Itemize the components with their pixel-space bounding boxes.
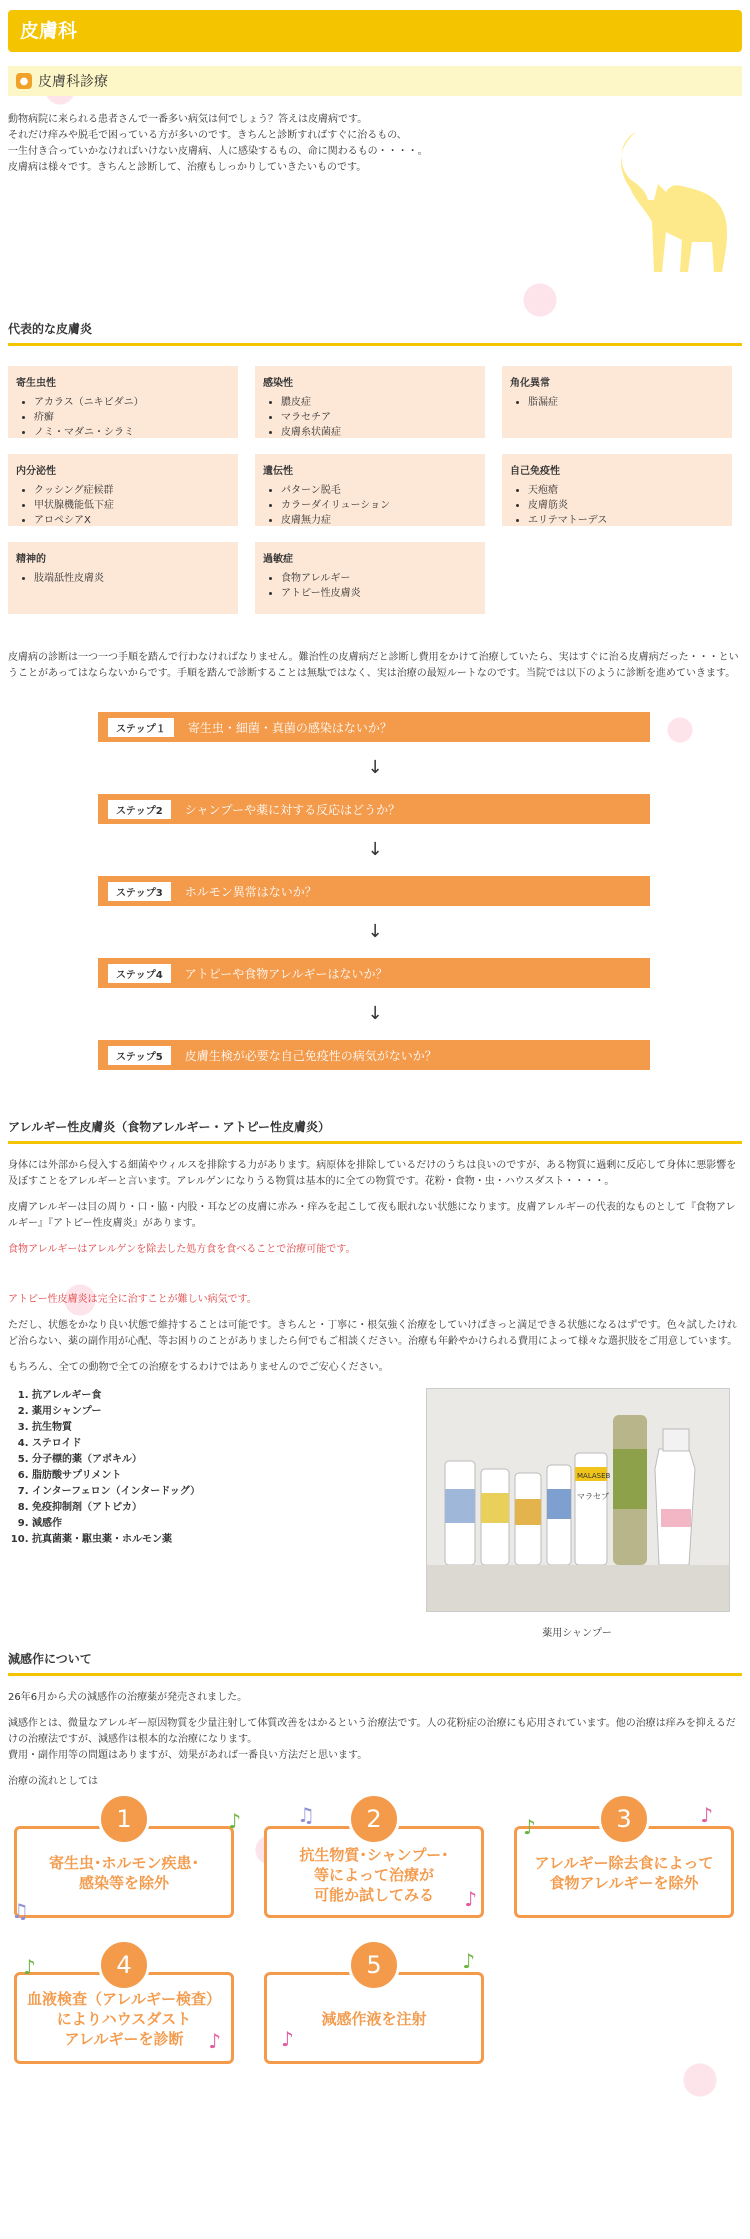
list-item: • パターン脱毛 — [281, 483, 477, 498]
category-box — [8, 542, 238, 614]
category-box — [8, 366, 238, 438]
music-note-icon: ♪ — [462, 1949, 475, 1973]
list-item: • マラセチア — [281, 410, 477, 425]
flow-card — [14, 1951, 234, 2064]
allergy-highlight: 食物アレルギーはアレルゲンを除去した処方食を食べることで治療可能です。 — [8, 1244, 356, 1255]
intro-line: それだけ痒みや脱毛で困っている方が多いのです。きちんと診断すればすぐに治るもの、 — [8, 130, 407, 141]
list-item: • 食物アレルギー — [281, 571, 477, 586]
allergy-paragraph: ただし、状態をかなり良い状態で維持することは可能です。きちんと・丁寧に・根気強く治療をしていけばきっと満足できる状態になるはずです。色々試したけれど治らない、薬の副作用が心配、等お困りのことがありましたら何でもご相談ください。治療も年齢やかけられる費用によって様々な選択肢をご用意しています。 — [8, 1320, 738, 1347]
step-question: 寄生虫・細菌・真菌の感染はないか？ — [187, 720, 392, 735]
page-title: 皮膚科 — [20, 20, 78, 42]
cat-silhouette-icon — [596, 122, 736, 282]
flow-text: によりハウスダスト — [56, 2010, 192, 2028]
desens-paragraph: 26年6月から犬の減感作の治療薬が発売されました。 — [8, 1692, 248, 1703]
list-item: 8. 免疫抑制剤（アトピカ） — [32, 1500, 742, 1516]
music-note-icon: ♪ — [700, 1803, 713, 1827]
paw-icon: ● — [16, 73, 32, 89]
category-title: 寄生虫性 — [16, 378, 56, 389]
flow-text: 寄生虫･ホルモン疾患･ — [48, 1854, 199, 1872]
shampoo-photo — [426, 1388, 730, 1612]
list-item: 5. 分子標的薬（アポキル） — [32, 1452, 742, 1468]
list-item: • 甲状腺機能低下症 — [34, 498, 230, 513]
list-item: • 疥癬 — [34, 410, 230, 425]
list-item: 4. ステロイド — [32, 1436, 742, 1452]
list-item: • クッシング症候群 — [34, 483, 230, 498]
step-bar — [98, 1040, 650, 1070]
music-note-icon: ♪ — [208, 2029, 221, 2053]
list-item: • 皮膚糸状菌症 — [281, 425, 477, 440]
category-box — [502, 454, 732, 526]
allergy-paragraph: 皮膚アレルギーは目の周り・口・脇・内股・耳などの皮膚に赤み・痒みを起こして夜も眠れない状態になります。皮膚アレルギーの代表的なものとして『食物アレルギー』『アトピー性皮膚炎』があります。 — [8, 1202, 736, 1229]
flow-text: アレルギー除去食によって — [534, 1854, 714, 1872]
list-item: • カラーダイリューション — [281, 498, 477, 513]
flow-card — [264, 1949, 484, 2064]
category-grid — [8, 366, 742, 614]
step-label: ステップ１ — [108, 718, 174, 737]
photo-caption: 薬用シャンプー — [542, 1628, 612, 1639]
desens-heading: 減感作について — [8, 1650, 742, 1676]
category-box — [255, 366, 485, 438]
category-box — [255, 454, 485, 526]
music-note-icon: ♫ — [297, 1803, 315, 1827]
music-note-icon: ♪ — [228, 1809, 241, 1833]
bottle-label: マラセブ — [577, 1492, 609, 1501]
flow-text: アレルギーを診断 — [64, 2030, 184, 2048]
list-item: • アカラス（ニキビダニ） — [34, 395, 230, 410]
list-item: • 肢端舐性皮膚炎 — [34, 571, 230, 586]
list-item: • 皮膚無力症 — [281, 513, 477, 528]
types-heading: 代表的な皮膚炎 — [8, 320, 742, 346]
flow-number: 2 — [348, 1793, 400, 1845]
flow-number: 1 — [98, 1793, 150, 1845]
flow-text: 食物アレルギーを除外 — [549, 1874, 699, 1892]
allergy-paragraph: 身体には外部から侵入する細菌やウィルスを排除する力があります。病原体を排除しているだけのうちは良いのですが、ある物質に過剰に反応して身体に悪影響を及ぼすことをアレルギーと言います。アレルゲンになりうる物質は基本的に全ての物質です。花粉・食物・虫・ハウスダスト・・・・。 — [8, 1160, 737, 1187]
desens-paragraph: 減感作とは、微量なアレルギー原因物質を少量注射して体質改善をはかるという治療法です。人の花粉症の治療にも応用されています。他の治療は痒みを抑えるだけの治療法ですが、減感作は根本的な治療になります。 — [8, 1718, 736, 1745]
category-box — [255, 542, 485, 614]
flow-card — [11, 1805, 241, 1923]
flow-number: 5 — [348, 1939, 400, 1991]
flow-text: 減感作液を注射 — [321, 2010, 427, 2028]
intro-text — [8, 112, 568, 176]
section-title: 皮膚科診療 — [38, 74, 108, 90]
list-item: • エリテマトーデス — [528, 513, 724, 528]
list-item: 7. インターフェロン（インタードッグ） — [32, 1484, 742, 1500]
flow-number: 3 — [598, 1793, 650, 1845]
desens-paragraph: 治療の流れとしては — [8, 1776, 98, 1787]
category-box — [8, 454, 238, 526]
page — [8, 10, 742, 2076]
list-item: • 皮膚筋炎 — [528, 498, 724, 513]
step-question: ホルモン異常はないか？ — [184, 884, 317, 899]
list-item: 9. 減感作 — [32, 1516, 742, 1532]
desens-paragraph: 費用・副作用等の問題はありますが、効果があれば一番良い方法だと思います。 — [8, 1750, 368, 1761]
step-bar — [98, 958, 650, 988]
list-item: 1. 抗アレルギー食 — [32, 1388, 742, 1404]
flow-text: 抗生物質･シャンプー･ — [299, 1846, 449, 1864]
step-bar — [98, 712, 650, 742]
music-note-icon: ♪ — [281, 2027, 294, 2051]
step-label: ステップ2 — [108, 800, 171, 819]
down-arrow-icon: ↓ — [367, 921, 383, 942]
bottle-label: MALASEB — [577, 1472, 611, 1480]
down-arrow-icon: ↓ — [367, 1003, 383, 1024]
step-bar — [98, 876, 650, 906]
music-note-icon: ♪ — [523, 1815, 536, 1839]
flow-card — [264, 1803, 484, 1918]
step-label: ステップ3 — [108, 882, 171, 901]
list-item: • 天疱瘡 — [528, 483, 724, 498]
category-title: 感染性 — [263, 378, 293, 389]
list-item: • 脂漏症 — [528, 395, 724, 410]
step-label: ステップ4 — [108, 964, 171, 983]
intro-line: 一生付き合っていかなければいけない皮膚病、人に感染するもの、命に関わるもの・・・・。 — [8, 146, 428, 157]
allergy-heading: アレルギー性皮膚炎（食物アレルギー・アトピー性皮膚炎） — [8, 1118, 742, 1144]
step-question: アトピーや食物アレルギーはないか？ — [184, 966, 388, 981]
allergy-highlight: アトピー性皮膚炎は完全に治すことが難しい病気です。 — [8, 1294, 257, 1305]
down-arrow-icon: ↓ — [367, 839, 383, 860]
intro-line: 動物病院に来られる患者さんで一番多い病気は何でしょう？答えは皮膚病です。 — [8, 114, 368, 125]
flow-text: 等によって治療が — [313, 1866, 434, 1884]
flow-text: 血液検査（アレルギー検査） — [26, 1990, 222, 2008]
steps — [8, 712, 742, 1070]
treatment-flow — [8, 1803, 742, 2076]
intro-line: 皮膚病は様々です。きちんと診断して、治療もしっかりしていきたいものです。 — [8, 162, 367, 173]
flow-text: 感染等を除外 — [78, 1874, 169, 1892]
step-label: ステップ5 — [108, 1046, 171, 1065]
step-question: 皮膚生検が必要な自己免疫性の病気がないか？ — [184, 1048, 437, 1063]
diagnosis-text: 皮膚病の診断は一つ一つ手順を踏んで行わなければなりません。難治性の皮膚病だと診断し費用をかけて治療していたら、実はすぐに治る皮膚病だった・・・ということがあってはならないからです。手順を踏んで診断することは無駄ではなく、実は治療の最短ルートなのです。当院では以下のように診断を進めていきます。 — [8, 652, 739, 679]
step-question: シャンプーや薬に対する反応はどうか？ — [184, 802, 401, 817]
flow-card — [514, 1803, 734, 1918]
category-title: 自己免疫性 — [510, 466, 560, 477]
flow-text: 可能か試してみる — [313, 1886, 434, 1904]
list-item: 3. 抗生物質 — [32, 1420, 742, 1436]
list-item: • ノミ・マダニ・シラミ — [34, 425, 230, 440]
list-item: 2. 薬用シャンプー — [32, 1404, 742, 1420]
section-bar — [8, 66, 742, 96]
category-title: 遺伝性 — [263, 466, 293, 477]
category-title: 精神的 — [16, 554, 46, 565]
category-box — [502, 366, 732, 438]
treatment-section — [8, 1388, 742, 1639]
title-bar — [8, 10, 742, 52]
list-item: • 膿皮症 — [281, 395, 477, 410]
list-item: • アロペシアX — [34, 513, 230, 528]
category-title: 角化異常 — [510, 378, 550, 389]
category-title: 内分泌性 — [16, 466, 56, 477]
down-arrow-icon: ↓ — [367, 757, 383, 778]
list-item: 6. 脂肪酸サプリメント — [32, 1468, 742, 1484]
list-item: • アトピー性皮膚炎 — [281, 586, 477, 601]
flow-number: 4 — [98, 1939, 150, 1991]
music-note-icon: ♫ — [11, 1899, 29, 1923]
step-bar — [98, 794, 650, 824]
category-title: 過敏症 — [263, 554, 293, 565]
list-item: 10. 抗真菌薬・駆虫薬・ホルモン薬 — [32, 1532, 742, 1548]
allergy-paragraph: もちろん、全ての動物で全ての治療をするわけではありませんのでご安心ください。 — [8, 1362, 389, 1373]
music-note-icon: ♪ — [23, 1955, 36, 1979]
music-note-icon: ♪ — [464, 1887, 477, 1911]
